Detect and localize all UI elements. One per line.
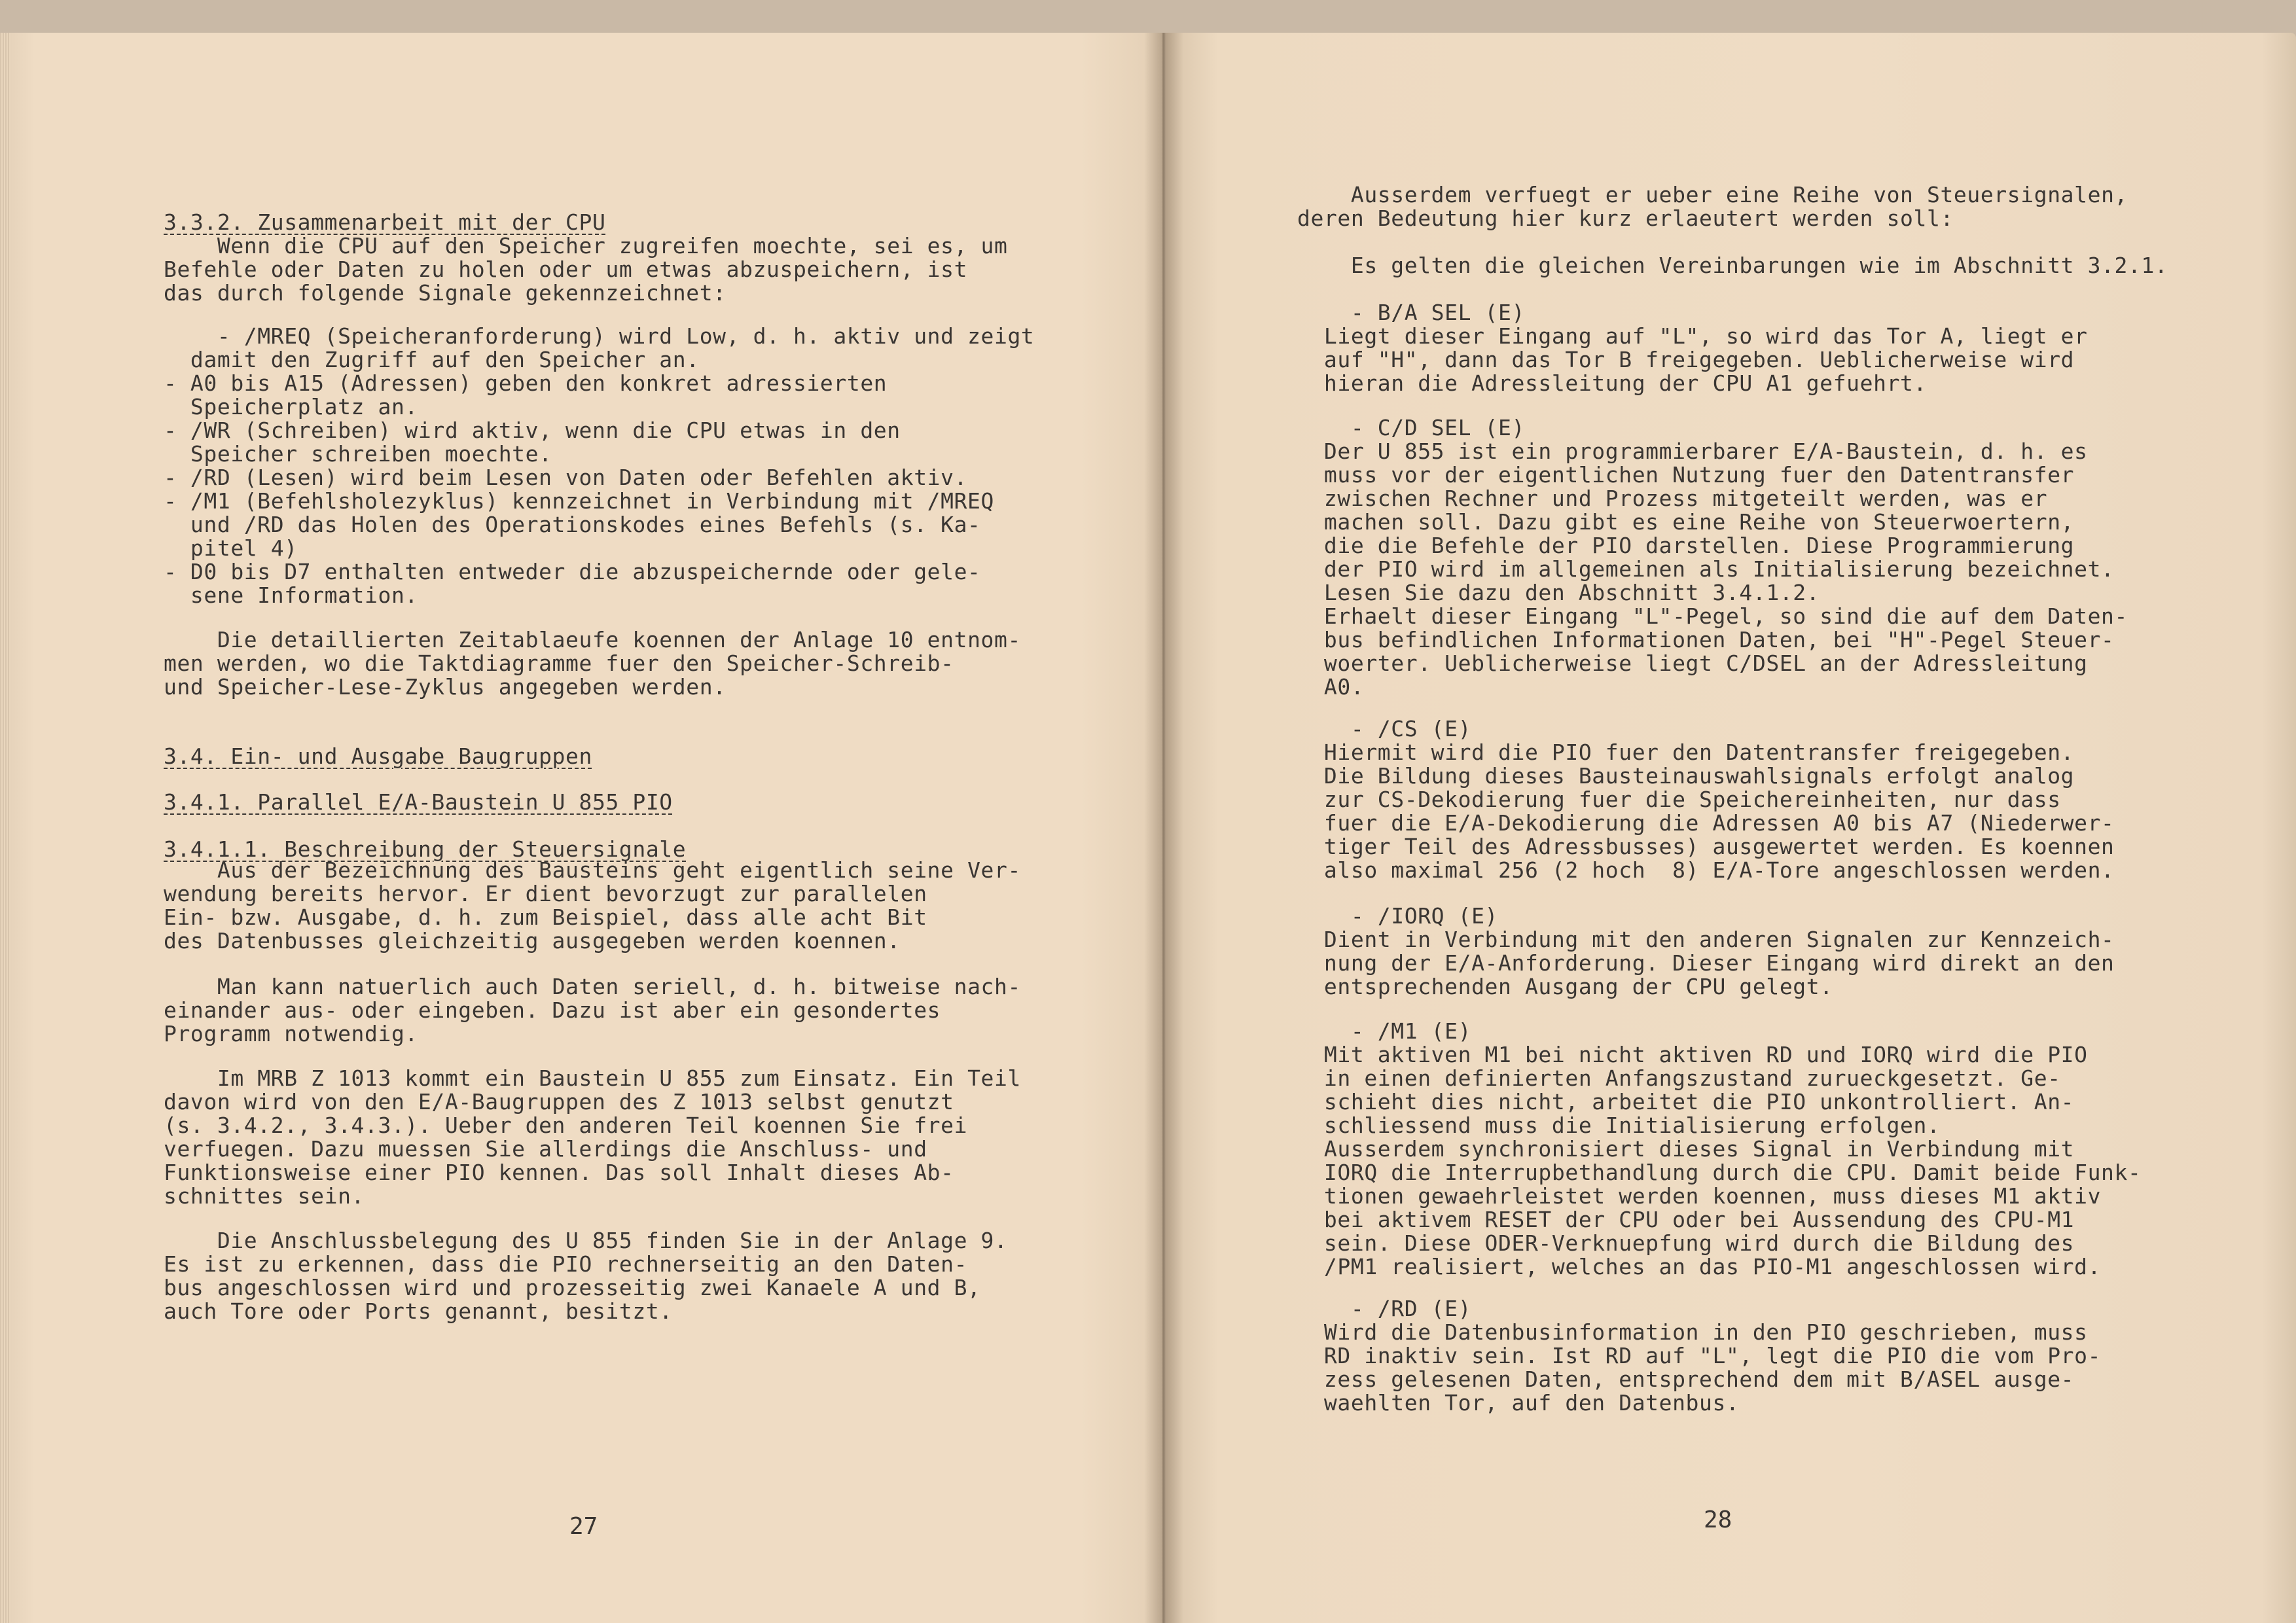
section-heading: 3.3.2. Zusammenarbeit mit der CPU <box>164 209 606 235</box>
paragraph-text: Aus der Bezeichnung des Bausteins geht eigentlich seine Ver- wendung bereits hervor. Er dient bevorzugt zur parallelen Ein- bzw. Ausgabe, d. h. zum Beispiel, dass alle acht Bit des Datenbusses gleichzeitig ausgegeben werden koennen. <box>164 857 1021 954</box>
page-number-left: 27 <box>569 1513 598 1540</box>
paragraph-text: Es gelten die gleichen Vereinbarungen wie im Abschnitt 3.2.1. <box>1350 253 2168 278</box>
book-gutter <box>1144 33 1183 1623</box>
page-number-right: 28 <box>1704 1507 1732 1533</box>
paragraph-anschluss <box>164 1205 1007 1347</box>
signal-cs <box>1297 694 2115 906</box>
paragraph-text: Die detaillierten Zeitablaeufe koennen der Anlage 10 entnom- men werden, wo die Taktdiagramme fuer den Speicher-Schreib- und Speicher-Lese-Zyklus angegeben werden. <box>164 627 1021 700</box>
section-heading: 3.4.1. Parallel E/A-Baustein U 855 PIO <box>164 789 673 815</box>
signal-description: - /M1 (E) Mit aktiven M1 bei nicht aktiven RD und IORQ wird die PIO in einen definierten Anfangszustand zurueckgesetzt. Ge- schieht dies nicht, arbeitet die PIO unkontrolliert. An- schliessend muss die Initialisierung erfolgen. Ausserdem synchronisiert dieses Signal in Verbindung mit IORQ die Interrupbethandlung durch die CPU. Damit beide Funk- tionen gewaehrleistet werden koennen, muss dieses M1 aktiv bei aktivem RESET der CPU oder bei Aussendung des CPU-M1 sein. Diese ODER-Verknuepfung wird durch die Bildung des /PM1 realisiert, welches an das PIO-M1 angeschlossen wird. <box>1323 1018 2142 1279</box>
signal-m1 <box>1297 996 2141 1302</box>
signal-description: - B/A SEL (E) Liegt dieser Eingang auf "L", so wird das Tor A, liegt er auf "H", dann das Tor B freigegeben. Ueblicherweise wird hieran die Adressleitung der CPU A1 gefuehrt. <box>1323 300 2088 396</box>
signal-cd-sel <box>1297 393 2128 722</box>
paragraph-text: Wenn die CPU auf den Speicher zugreifen moechte, sei es, um Befehle oder Daten zu holen oder um etwas abzuspeichern, ist das durch folgende Signale gekennzeichnet: <box>164 233 1008 306</box>
paragraph-text: Die Anschlussbelegung des U 855 finden Sie in der Anlage 9. Es ist zu erkennen, dass die PIO rechnerseitig an den Daten- bus angeschlossen wird und prozesseitig zwei Kanaele A und B, auch Tore oder Ports genannt, besitzt. <box>164 1228 1008 1324</box>
paragraph-mrb <box>164 1043 1021 1232</box>
signal-rd <box>1297 1274 2101 1438</box>
paragraph-text: Man kann natuerlich auch Daten seriell, d. h. bitweise nach- einander aus- oder eingeben. Dazu ist aber ein gesondertes Programm notwendig. <box>164 974 1021 1046</box>
signal-list <box>164 301 1034 631</box>
paragraph-text: Im MRB Z 1013 kommt ein Baustein U 855 zum Einsatz. Ein Teil davon wird von den E/A-Baugruppen des Z 1013 selbst genutzt (s. 3.4.2., 3.4.3.). Ueber den anderen Teil koennen Sie frei verfuegen. Dazu muessen Sie allerdings die Anschluss- und Funktionsweise einer PIO kennen. Das soll Inhalt dieses Ab- schnittes sein. <box>164 1065 1021 1209</box>
signal-description: - /IORQ (E) Dient in Verbindung mit den anderen Signalen zur Kennzeich- nung der E/A-Anforderung. Dieser Eingang wird direkt an den entsprechenden Ausgang der CPU gelegt. <box>1323 903 2115 999</box>
signal-description: - /CS (E) Hiermit wird die PIO fuer den Datentransfer freigegeben. Die Bildung dieses Bausteinauswahlsignals erfolgt analog zur CS-Dekodierung fuer die Speichereinheiten, nur dass fuer die E/A-Dekodierung die Adressen A0 bis A7 (Niederwer- tiger Teil des Adressbusses) ausgewertet werden. Es koennen also maximal 256 (2 hoch 8) E/A-Tore angeschlossen werden. <box>1323 716 2115 883</box>
signal-description: - /RD (E) Wird die Datenbusinformation in den PIO geschrieben, muss RD inaktiv sein. Ist RD auf "L", legt die PIO die vom Pro- zess gelesenen Daten, entsprechend dem mit B/ASEL ausge- waehlten Tor, auf den Datenbus. <box>1323 1296 2102 1416</box>
paragraph-text: Ausserdem verfuegt er ueber eine Reihe von Steuersignalen, deren Bedeutung hier kurz erlaeutert werden soll: <box>1297 182 2128 231</box>
list-text: - /MREQ (Speicheranforderung) wird Low, d. h. aktiv und zeigt damit den Zugriff auf den Speicher an. - A0 bis A15 (Adressen) geben den konkret adressierten Speicherplatz an. - /WR (Schreiben) wird aktiv, wenn die CPU etwas in den Speicher schreiben moechte. - /RD (Lesen) wird beim Lesen von Daten oder Befehlen aktiv. - /M1 (Befehlsholezyklus) kennzeichnet in Verbindung mit /MREQ und /RD das Holen des Operationskodes eines Befehls (s. Ka- pitel 4) - D0 bis D7 enthalten entweder die abzuspeichernde oder gele- sene Information. <box>164 323 1035 608</box>
section-heading: 3.4.1.1. Beschreibung der Steuersignale <box>164 836 687 862</box>
page-edge <box>0 33 10 1623</box>
section-heading: 3.4. Ein- und Ausgabe Baugruppen <box>164 743 592 769</box>
signal-description: - C/D SEL (E) Der U 855 ist ein programmierbarer E/A-Baustein, d. h. es muss vor der eigentlichen Nutzung fuer den Datentransfer zwischen Rechner und Prozess mitgeteilt werden, was er machen soll. Dazu gibt es eine Reihe von Steuerwoertern, die die Befehle der PIO darstellen. Diese Programmierung der PIO wird im allgemeinen als Initialisierung bezeichnet. Lesen Sie dazu den Abschnitt 3.4.1.2. Erhaelt dieser Eingang "L"-Pegel, so sind die auf dem Daten- bus befindlichen Informationen Daten, bei "H"-Pegel Steuer- woerter. Ueblicherweise liegt C/DSEL an der Adressleitung A0. <box>1323 415 2128 700</box>
